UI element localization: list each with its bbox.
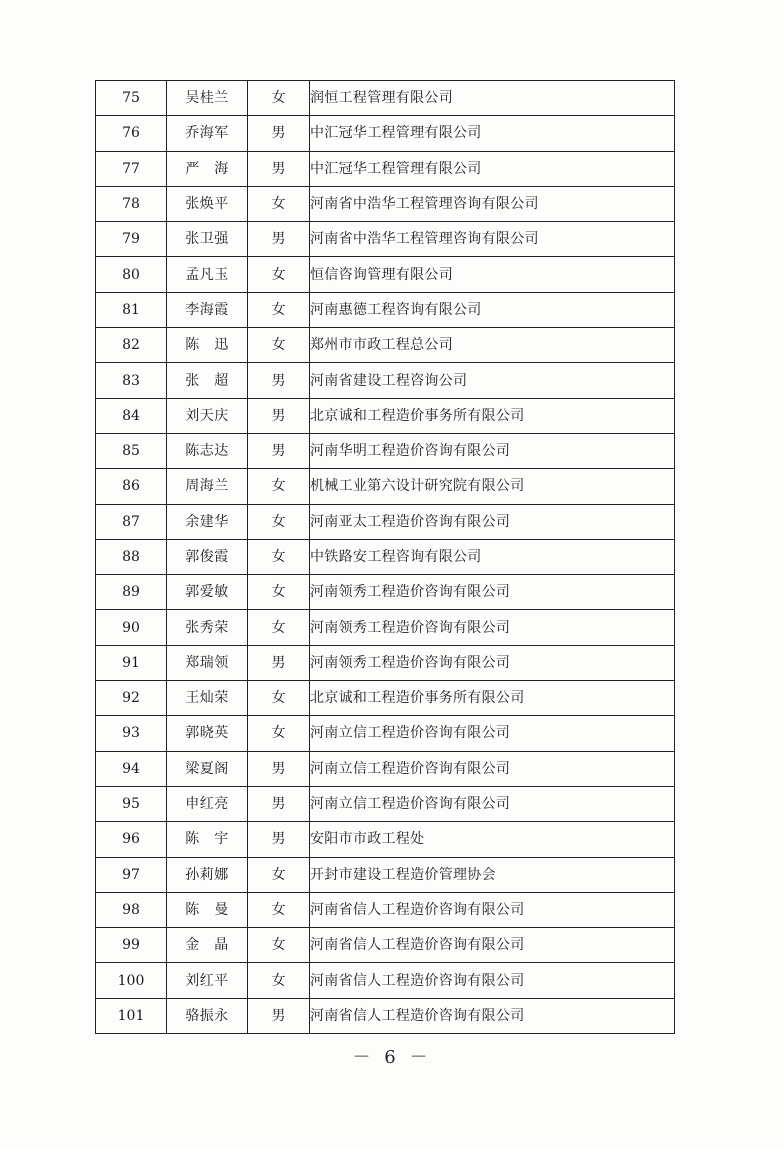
organization-cell: 河南领秀工程造价咨询有限公司	[310, 645, 675, 680]
row-number-cell: 80	[96, 257, 167, 292]
name-cell: 金 晶	[167, 928, 248, 963]
table-row	[96, 469, 675, 504]
table-row	[96, 257, 675, 292]
name-cell: 刘天庆	[167, 398, 248, 433]
organization-cell: 河南惠德工程咨询有限公司	[310, 292, 675, 327]
name-cell: 张 超	[167, 363, 248, 398]
table-row	[96, 504, 675, 539]
table-row	[96, 433, 675, 468]
row-number-cell: 84	[96, 398, 167, 433]
organization-cell: 郑州市市政工程总公司	[310, 328, 675, 363]
row-number-cell: 97	[96, 857, 167, 892]
table-row	[96, 539, 675, 574]
name-cell: 张焕平	[167, 186, 248, 221]
roster-table-body	[96, 81, 675, 1034]
organization-cell: 河南省中浩华工程管理咨询有限公司	[310, 186, 675, 221]
gender-cell: 女	[248, 681, 310, 716]
gender-cell: 男	[248, 222, 310, 257]
row-number-cell: 90	[96, 610, 167, 645]
name-cell: 王灿荣	[167, 681, 248, 716]
organization-cell: 河南领秀工程造价咨询有限公司	[310, 575, 675, 610]
organization-cell: 北京诚和工程造价事务所有限公司	[310, 681, 675, 716]
table-row	[96, 292, 675, 327]
gender-cell: 女	[248, 928, 310, 963]
organization-cell: 北京诚和工程造价事务所有限公司	[310, 398, 675, 433]
gender-cell: 女	[248, 328, 310, 363]
name-cell: 乔海军	[167, 116, 248, 151]
gender-cell: 男	[248, 363, 310, 398]
row-number-cell: 96	[96, 822, 167, 857]
name-cell: 孙莉娜	[167, 857, 248, 892]
row-number-cell: 81	[96, 292, 167, 327]
name-cell: 刘红平	[167, 963, 248, 998]
name-cell: 周海兰	[167, 469, 248, 504]
gender-cell: 女	[248, 539, 310, 574]
page-number: － 6 －	[352, 1047, 432, 1068]
name-cell: 郭俊霞	[167, 539, 248, 574]
table-row	[96, 963, 675, 998]
table-row	[96, 398, 675, 433]
name-cell: 骆振永	[167, 998, 248, 1033]
table-row	[96, 186, 675, 221]
organization-cell: 中铁路安工程咨询有限公司	[310, 539, 675, 574]
table-row	[96, 363, 675, 398]
row-number-cell: 79	[96, 222, 167, 257]
organization-cell: 安阳市市政工程处	[310, 822, 675, 857]
table-row	[96, 786, 675, 821]
gender-cell: 男	[248, 116, 310, 151]
gender-cell: 女	[248, 469, 310, 504]
name-cell: 郭爱敏	[167, 575, 248, 610]
row-number-cell: 94	[96, 751, 167, 786]
row-number-cell: 88	[96, 539, 167, 574]
table-row	[96, 645, 675, 680]
organization-cell: 河南省信人工程造价咨询有限公司	[310, 963, 675, 998]
name-cell: 梁夏阁	[167, 751, 248, 786]
table-row	[96, 892, 675, 927]
row-number-cell: 101	[96, 998, 167, 1033]
organization-cell: 中汇冠华工程管理有限公司	[310, 151, 675, 186]
table-row	[96, 822, 675, 857]
row-number-cell: 86	[96, 469, 167, 504]
name-cell: 陈志达	[167, 433, 248, 468]
gender-cell: 女	[248, 716, 310, 751]
row-number-cell: 87	[96, 504, 167, 539]
gender-cell: 女	[248, 575, 310, 610]
gender-cell: 女	[248, 81, 310, 116]
table-row	[96, 751, 675, 786]
table-row	[96, 610, 675, 645]
name-cell: 余建华	[167, 504, 248, 539]
organization-cell: 河南省建设工程咨询公司	[310, 363, 675, 398]
gender-cell: 男	[248, 151, 310, 186]
table-row	[96, 998, 675, 1033]
gender-cell: 男	[248, 433, 310, 468]
gender-cell: 男	[248, 822, 310, 857]
row-number-cell: 78	[96, 186, 167, 221]
table-row	[96, 116, 675, 151]
gender-cell: 女	[248, 963, 310, 998]
name-cell: 李海霞	[167, 292, 248, 327]
table-row	[96, 857, 675, 892]
name-cell: 张秀荣	[167, 610, 248, 645]
organization-cell: 恒信咨询管理有限公司	[310, 257, 675, 292]
gender-cell: 女	[248, 257, 310, 292]
gender-cell: 女	[248, 857, 310, 892]
name-cell: 陈 迅	[167, 328, 248, 363]
organization-cell: 机械工业第六设计研究院有限公司	[310, 469, 675, 504]
table-row	[96, 151, 675, 186]
row-number-cell: 75	[96, 81, 167, 116]
table-row	[96, 222, 675, 257]
name-cell: 严 海	[167, 151, 248, 186]
table-row	[96, 81, 675, 116]
gender-cell: 女	[248, 892, 310, 927]
row-number-cell: 91	[96, 645, 167, 680]
name-cell: 陈 宇	[167, 822, 248, 857]
organization-cell: 河南省信人工程造价咨询有限公司	[310, 892, 675, 927]
row-number-cell: 85	[96, 433, 167, 468]
table-row	[96, 328, 675, 363]
row-number-cell: 95	[96, 786, 167, 821]
row-number-cell: 77	[96, 151, 167, 186]
gender-cell: 男	[248, 398, 310, 433]
row-number-cell: 92	[96, 681, 167, 716]
row-number-cell: 82	[96, 328, 167, 363]
name-cell: 陈 曼	[167, 892, 248, 927]
row-number-cell: 89	[96, 575, 167, 610]
organization-cell: 河南省信人工程造价咨询有限公司	[310, 998, 675, 1033]
gender-cell: 男	[248, 751, 310, 786]
gender-cell: 女	[248, 292, 310, 327]
name-cell: 孟凡玉	[167, 257, 248, 292]
table-row	[96, 681, 675, 716]
organization-cell: 河南立信工程造价咨询有限公司	[310, 786, 675, 821]
organization-cell: 河南亚太工程造价咨询有限公司	[310, 504, 675, 539]
organization-cell: 河南领秀工程造价咨询有限公司	[310, 610, 675, 645]
table-row	[96, 928, 675, 963]
name-cell: 申红亮	[167, 786, 248, 821]
row-number-cell: 98	[96, 892, 167, 927]
organization-cell: 中汇冠华工程管理有限公司	[310, 116, 675, 151]
organization-cell: 开封市建设工程造价管理协会	[310, 857, 675, 892]
gender-cell: 男	[248, 786, 310, 821]
organization-cell: 河南立信工程造价咨询有限公司	[310, 716, 675, 751]
organization-cell: 河南省信人工程造价咨询有限公司	[310, 928, 675, 963]
gender-cell: 男	[248, 998, 310, 1033]
gender-cell: 女	[248, 186, 310, 221]
name-cell: 张卫强	[167, 222, 248, 257]
row-number-cell: 99	[96, 928, 167, 963]
organization-cell: 河南华明工程造价咨询有限公司	[310, 433, 675, 468]
gender-cell: 女	[248, 504, 310, 539]
row-number-cell: 76	[96, 116, 167, 151]
name-cell: 吴桂兰	[167, 81, 248, 116]
name-cell: 郑瑞领	[167, 645, 248, 680]
row-number-cell: 100	[96, 963, 167, 998]
gender-cell: 女	[248, 610, 310, 645]
table-row	[96, 716, 675, 751]
organization-cell: 河南立信工程造价咨询有限公司	[310, 751, 675, 786]
roster-table	[95, 80, 675, 1034]
organization-cell: 润恒工程管理有限公司	[310, 81, 675, 116]
row-number-cell: 93	[96, 716, 167, 751]
organization-cell: 河南省中浩华工程管理咨询有限公司	[310, 222, 675, 257]
table-row	[96, 575, 675, 610]
gender-cell: 男	[248, 645, 310, 680]
row-number-cell: 83	[96, 363, 167, 398]
name-cell: 郭晓英	[167, 716, 248, 751]
